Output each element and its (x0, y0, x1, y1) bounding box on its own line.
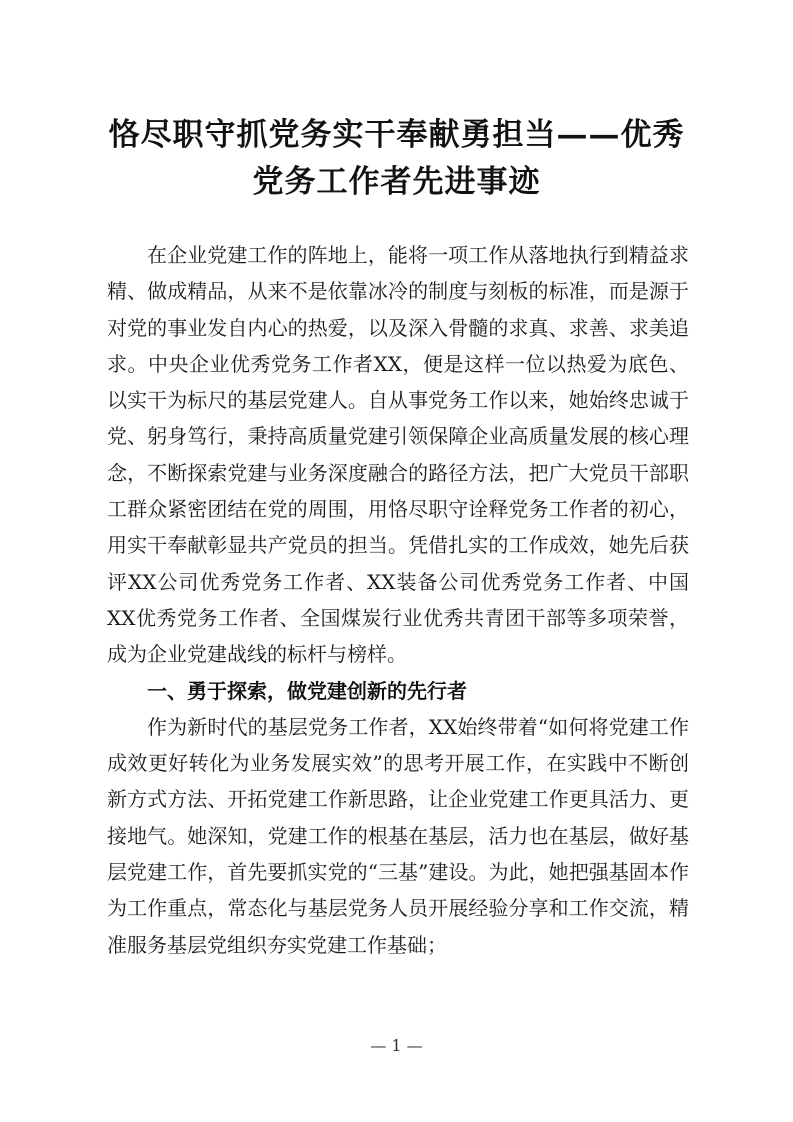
title-line-2: 党务工作者先进事迹 (252, 164, 541, 200)
section-heading: 一、勇于探索，做党建创新的先行者 (147, 678, 467, 703)
intro-paragraph: 在企业党建工作的阵地上，能将一项工作从落地执行到精益求精、做成精品，从来不是依靠冰冷的制度与刻板的标准，而是源于对党的事业发自内心的热爱，以及深入骨髓的求真、求善、求美追求。中央企业优秀党务工作者XX，便是这样一位以热爱为底色、以实干为标尺的基层党建人。自从事党务工作以来，她始终忠诚于党、躬身笃行，秉持高质量党建引领保障企业高质量发展的核心理念，不断探索党建与业务深度融合的路径方法，把广大党员干部职工群众紧密团结在党的周围，用恪尽职守诠释党务工作者的初心，用实干奉献彰显共产党员的担当。凭借扎实的工作成效，她先后获评XX公司优秀党务工作者、XX装备公司优秀党务工作者、中国XX优秀党务工作者、全国煤炭行业优秀共青团干部等多项荣誉，成为企业党建战线的标杆与榜样。 (107, 243, 689, 667)
section-paragraph: 作为新时代的基层党务工作者，XX始终带着“如何将党建工作成效更好转化为业务发展实效”的思考开展工作，在实践中不断创新方式方法、开拓党建工作新思路，让企业党建工作更具活力、更接地气。她深知，党建工作的根基在基层，活力也在基层，做好基层党建工作，首先要抓实党的“三基”建设。为此，她把强基固本作为工作重点，常态化与基层党务人员开展经验分享和工作交流，精准服务基层党组织夯实党建工作基础； (107, 714, 689, 957)
document-title (80, 112, 713, 206)
document-body (107, 237, 689, 963)
page-number: — 1 — (370, 1036, 423, 1055)
title-line-1: 恪尽职守抓党务实干奉献勇担当——优秀 (108, 117, 685, 153)
